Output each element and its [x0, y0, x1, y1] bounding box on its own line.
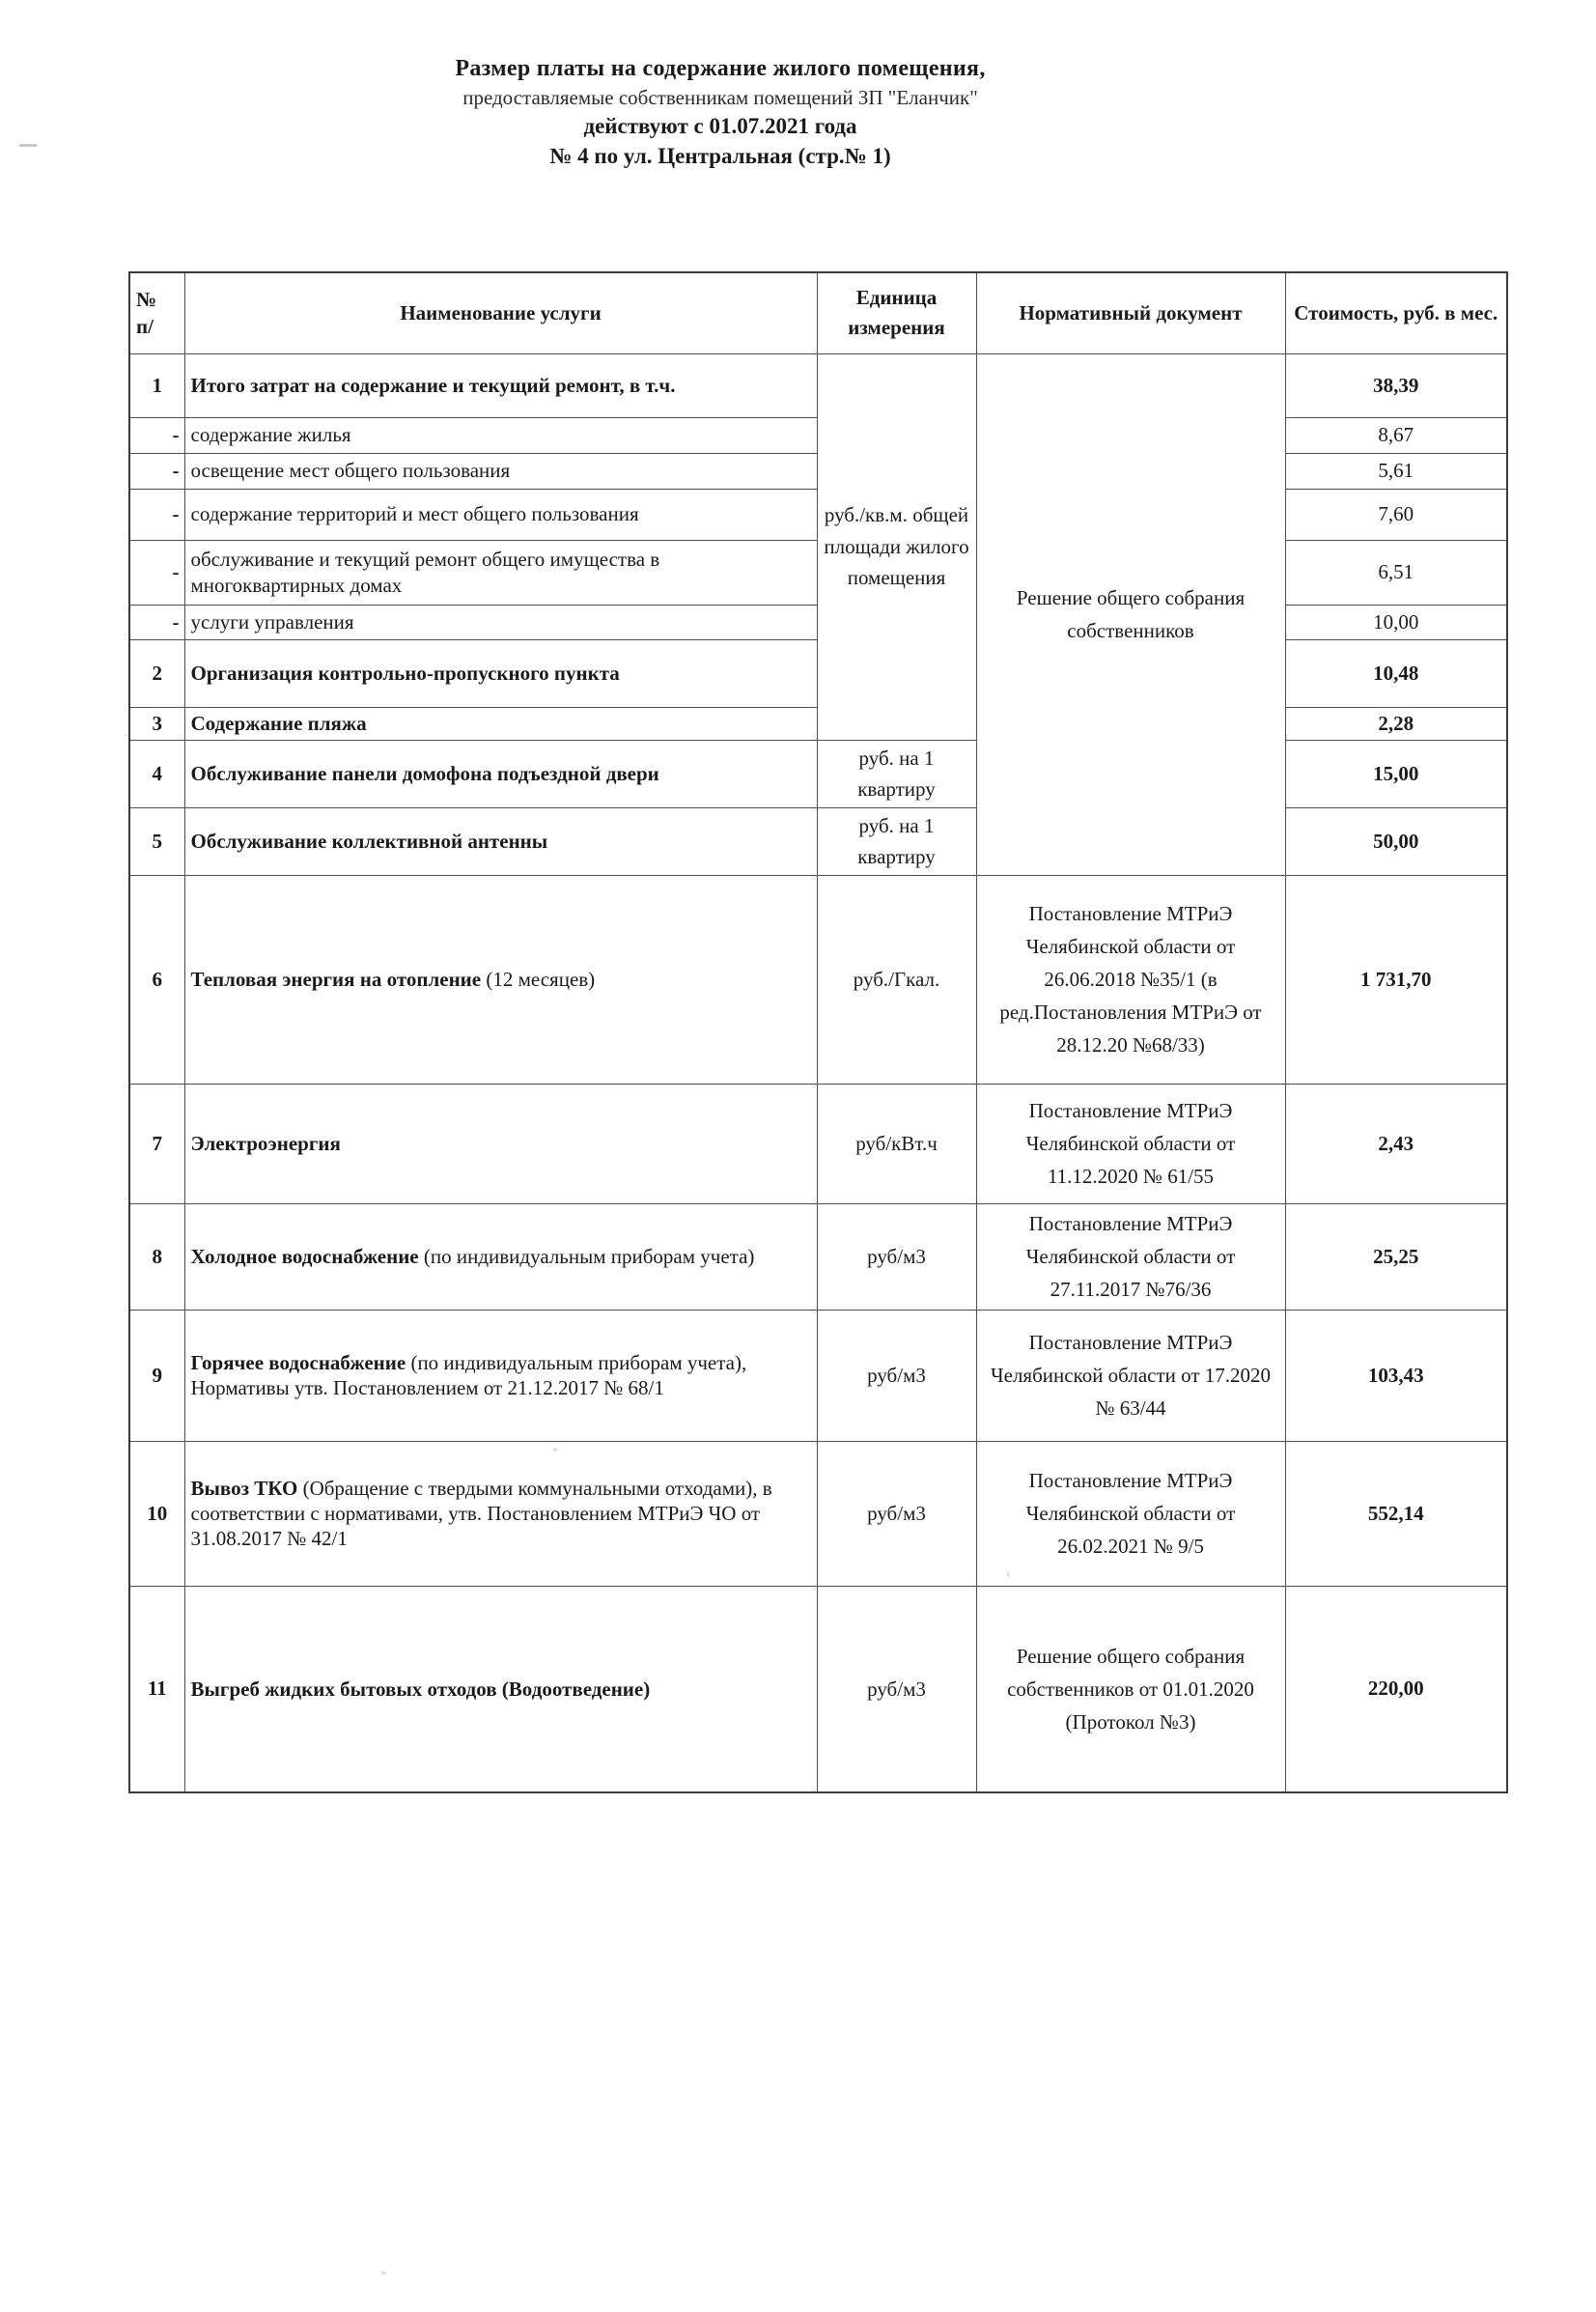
service-name — [184, 1310, 817, 1441]
unit-cell: руб/м3 — [817, 1310, 976, 1441]
unit-cell: руб/м3 — [817, 1203, 976, 1310]
unit-cell: руб./Гкал. — [817, 875, 976, 1084]
header-number-line1: № — [136, 287, 157, 311]
unit-cell: руб/м3 — [817, 1441, 976, 1586]
service-name — [184, 1203, 817, 1310]
service-name — [184, 875, 817, 1084]
row-number: 4 — [129, 740, 184, 807]
document-cell: Постановление МТРиЭ Челябинской области от 26.02.2021 № 9/5 — [976, 1441, 1285, 1586]
cost-value: 10,00 — [1285, 605, 1507, 639]
row-number: - — [129, 489, 184, 540]
cost-value: 2,43 — [1285, 1084, 1507, 1203]
service-name-text: Электроэнергия — [190, 1132, 341, 1156]
cost-value: 7,60 — [1285, 489, 1507, 540]
service-name — [184, 740, 817, 807]
table-row — [129, 353, 1507, 417]
header-document: Нормативный документ — [976, 272, 1285, 353]
table-row — [129, 740, 1507, 807]
service-name-text: Обслуживание панели домофона подъездной двери — [190, 761, 659, 785]
cost-value: 10,48 — [1285, 639, 1507, 707]
unit-cell-merged: руб./кв.м. общей площади жилого помещения — [817, 353, 976, 740]
document-cell: Постановление МТРиЭ Челябинской области от 17.2020 № 63/44 — [976, 1310, 1285, 1441]
service-name-text: Выгреб жидких бытовых отходов (Водоотведение) — [190, 1677, 651, 1701]
cost-value: 8,67 — [1285, 417, 1507, 453]
service-name-text: освещение мест общего пользования — [190, 459, 511, 483]
cost-value: 552,14 — [1285, 1441, 1507, 1586]
service-name — [184, 1586, 817, 1792]
table-header-row — [129, 272, 1507, 353]
page-title: Размер платы на содержание жилого помещения, — [455, 56, 986, 81]
service-name — [184, 1084, 817, 1203]
unit-cell: руб. на 1 квартиру — [817, 740, 976, 807]
cost-value: 38,39 — [1285, 353, 1507, 417]
table-row — [129, 1084, 1507, 1203]
row-number: 8 — [129, 1203, 184, 1310]
row-number: - — [129, 417, 184, 453]
scan-artifact — [381, 2271, 386, 2274]
service-name — [184, 540, 817, 605]
row-number: - — [129, 605, 184, 639]
scanned-document-page — [0, 54, 1596, 2312]
cost-value: 220,00 — [1285, 1586, 1507, 1792]
service-name-text: Итого затрат на содержание и текущий ремонт, в т.ч. — [190, 373, 676, 397]
row-number: - — [129, 453, 184, 489]
row-number: 2 — [129, 639, 184, 707]
service-name — [184, 707, 817, 740]
unit-cell: руб/кВт.ч — [817, 1084, 976, 1203]
cost-value: 5,61 — [1285, 453, 1507, 489]
row-number: 3 — [129, 707, 184, 740]
address-line: № 4 по ул. Центральная (стр.№ 1) — [549, 144, 891, 168]
cost-value: 15,00 — [1285, 740, 1507, 807]
document-cell: Постановление МТРиЭ Челябинской области от 26.06.2018 №35/1 (в ред.Постановления МТРиЭ от 28.12.20 №68/33) — [976, 875, 1285, 1084]
service-name-text: Горячее водоснабжение — [190, 1350, 406, 1374]
unit-cell: руб. на 1 квартиру — [817, 807, 976, 875]
header-unit: Единица измерения — [817, 272, 976, 353]
row-number: 10 — [129, 1441, 184, 1586]
cost-value: 2,28 — [1285, 707, 1507, 740]
document-cell: Постановление МТРиЭ Челябинской области от 11.12.2020 № 61/55 — [976, 1084, 1285, 1203]
cost-value: 25,25 — [1285, 1203, 1507, 1310]
row-number: 1 — [129, 353, 184, 417]
header-number — [129, 272, 184, 353]
cost-value: 1 731,70 — [1285, 875, 1507, 1084]
document-cell-merged: Решение общего собрания собственников — [976, 353, 1285, 875]
scan-artifact — [1007, 1572, 1010, 1577]
unit-cell: руб/м3 — [817, 1586, 976, 1792]
scan-artifact — [553, 1448, 557, 1452]
service-name — [184, 489, 817, 540]
service-name-suffix: (по индивидуальным приборам учета), Нормативы утв. Постановлением от 21.12.2017 № 68/1 — [190, 1350, 747, 1400]
row-number: 11 — [129, 1586, 184, 1792]
service-name-suffix: (Обращение с твердыми коммунальными отходами), в соответствии с нормативами, утв. Постановлением МТРиЭ ЧО от 31.08.2017 № 42/1 — [190, 1476, 772, 1551]
service-name — [184, 1441, 817, 1586]
table-row — [129, 1441, 1507, 1586]
document-cell: Постановление МТРиЭ Челябинской области от 27.11.2017 №76/36 — [976, 1203, 1285, 1310]
header-service: Наименование услуги — [184, 272, 817, 353]
table-row — [129, 875, 1507, 1084]
document-header — [126, 54, 1315, 171]
table-row — [129, 807, 1507, 875]
service-name-text: обслуживание и текущий ремонт общего имущества в многоквартирных домах — [190, 548, 660, 597]
service-name-text: Вывоз ТКО — [190, 1476, 298, 1500]
service-name — [184, 417, 817, 453]
service-name-text: Обслуживание коллективной антенны — [190, 830, 548, 854]
header-cost: Стоимость, руб. в мес. — [1285, 272, 1507, 353]
table-row — [129, 1203, 1507, 1310]
row-number: 6 — [129, 875, 184, 1084]
table-row — [129, 1310, 1507, 1441]
service-name-text: Тепловая энергия на отопление — [190, 968, 482, 992]
effective-date-line: действуют с 01.07.2021 года — [583, 114, 857, 138]
service-name — [184, 453, 817, 489]
cost-value: 6,51 — [1285, 540, 1507, 605]
service-name-text: содержание жилья — [190, 423, 351, 447]
service-name-text: Организация контрольно-пропускного пункта — [190, 661, 620, 685]
document-cell: Решение общего собрания собственников от 01.01.2020 (Протокол №3) — [976, 1586, 1285, 1792]
service-name-text: Содержание пляжа — [190, 711, 367, 735]
service-name-suffix: (по индивидуальным приборам учета) — [418, 1245, 755, 1269]
service-name — [184, 639, 817, 707]
scan-artifact — [19, 144, 37, 147]
page-subtitle: предоставляемые собственникам помещений ЗП "Еланчик" — [462, 86, 978, 109]
cost-value: 50,00 — [1285, 807, 1507, 875]
service-name — [184, 353, 817, 417]
row-number: 5 — [129, 807, 184, 875]
service-name — [184, 807, 817, 875]
cost-value: 103,43 — [1285, 1310, 1507, 1441]
service-name-text: Холодное водоснабжение — [190, 1245, 419, 1269]
service-name-suffix: (12 месяцев) — [481, 968, 596, 992]
table-row — [129, 1586, 1507, 1792]
service-name-text: содержание территорий и мест общего пользования — [190, 502, 639, 526]
row-number: 7 — [129, 1084, 184, 1203]
row-number: 9 — [129, 1310, 184, 1441]
row-number: - — [129, 540, 184, 605]
rates-table — [128, 271, 1508, 1793]
service-name — [184, 605, 817, 639]
service-name-text: услуги управления — [190, 609, 354, 634]
header-number-line2: п/ — [136, 315, 154, 339]
